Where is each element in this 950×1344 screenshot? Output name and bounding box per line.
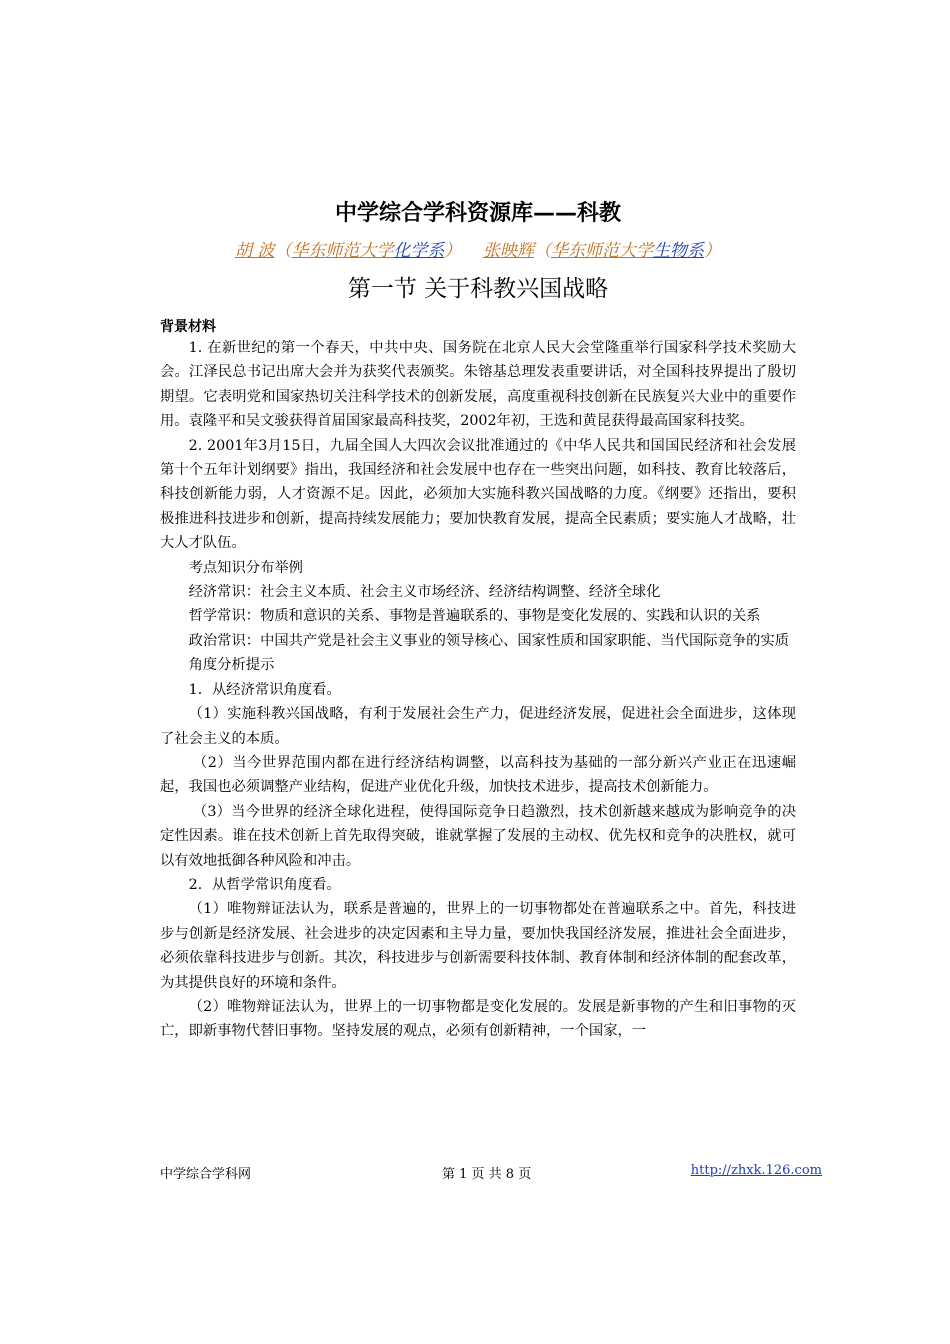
economics-angle-heading: 1．从经济常识角度看。: [188, 681, 341, 698]
philosophy-point-2: （2）唯物辩证法认为，世界上的一切事物都是变化发展的。发展是新事物的产生和旧事物的灭亡，即新事物代替旧事物。坚持发展的观点，必须有创新精神，一个国家，一: [160, 998, 796, 1040]
author-1-university-link[interactable]: 华东师范大学: [291, 241, 394, 261]
author-line: [160, 236, 796, 261]
background-heading: 背景材料: [160, 319, 216, 335]
philosophy-points: 哲学常识：物质和意识的关系、事物是普遍联系的、事物是变化发展的、实践和认识的关系: [188, 608, 761, 625]
paragraph-1: 1. 在新世纪的第一个春天，中共中央、国务院在北京人民大会堂隆重举行国家科学技术奖励大会。江泽民总书记出席大会并为获奖代表颁奖。朱镕基总理发表重要讲话，对全国科技界提出了殷切期望。它表明党和国家热切关注科学技术的创新发展，高度重视科技创新在民族复兴大业中的重要作用。袁隆平和吴文骏获得首届国家最高科技奖，2002年初，王选和黄昆获得最高国家科技奖。: [160, 340, 796, 430]
paragraph-2: 2. 2001年3月15日，九届全国人大四次会议批准通过的《中华人民共和国国民经济和社会发展第十个五年计划纲要》指出，我国经济和社会发展中也存在一些突出问题，如科技、教育比较落后，科技创新能力弱，人才资源不足。因此，必须加大实施科教兴国战略的力度。《纲要》还指出，要积极推进科技进步和创新，提高持续发展能力；要加快教育发展，提高全民素质；要实施人才战略，壮大人才队伍。: [160, 437, 796, 552]
philosophy-point-1: （1）唯物辩证法认为，联系是普遍的，世界上的一切事物都处在普遍联系之中。首先，科技进步与创新是经济发展、社会进步的决定因素和主导力量，要加快我国经济发展，推进社会全面进步，必须依靠科技进步与创新。其次，科技进步与创新需要科技体制、教育体制和经济体制的配套改革，为其提供良好的环境和条件。: [160, 901, 796, 991]
author-2-university-link[interactable]: 华东师范大学: [551, 241, 654, 261]
page-title: 中学综合学科资源库——科教: [334, 201, 621, 226]
footer-page-number: 第 1 页 共 8 页: [442, 1167, 532, 1182]
section-title: 第一节 关于科教兴国战略: [347, 276, 609, 302]
economics-point-3: （3）当今世界的经济全球化进程，使得国际竞争日趋激烈，技术创新越来越成为影响竞争的决定性因素。谁在技术创新上首先取得突破，谁就掌握了发展的主动权、优先权和竞争的决胜权，就可以有效地抵御各种风险和冲击。: [160, 803, 796, 869]
body-text: [160, 336, 796, 1044]
exam-points-heading: 考点知识分布举例: [188, 559, 303, 576]
economics-points: 经济常识：社会主义本质、社会主义市场经济、经济结构调整、经济全球化: [188, 584, 661, 601]
author-1-open-paren: （: [274, 241, 292, 261]
author-1-department-link[interactable]: 化学系: [393, 241, 445, 261]
philosophy-angle-heading: 2．从哲学常识角度看。: [188, 876, 341, 893]
analysis-heading: 角度分析提示: [188, 657, 275, 674]
economics-point-2: （2）当今世界范围内都在进行经济结构调整，以高科技为基础的一部分新兴产业正在迅速崛起，我国也必须调整产业结构，促进产业优化升级，加快技术进步，提高技术创新能力。: [160, 754, 796, 796]
economics-point-1: （1）实施科教兴国战略，有利于发展社会生产力，促进经济发展，促进社会全面进步，这体现了社会主义的本质。: [160, 706, 796, 747]
politics-points: 政治常识：中国共产党是社会主义事业的领导核心、国家性质和国家职能、当代国际竞争的实质: [188, 632, 790, 649]
author-1-close-paren: ）: [444, 241, 462, 261]
footer-site-name: 中学综合学科网: [160, 1167, 252, 1182]
author-1-name[interactable]: 胡 波: [234, 241, 275, 261]
author-2-department-link[interactable]: 生物系: [653, 241, 705, 261]
author-2-name[interactable]: 张映辉: [483, 241, 535, 261]
footer-url-link[interactable]: http://zhxk.126.com: [690, 1163, 822, 1178]
author-2-close-paren: ）: [704, 241, 722, 261]
author-2-open-paren: （: [534, 241, 552, 261]
